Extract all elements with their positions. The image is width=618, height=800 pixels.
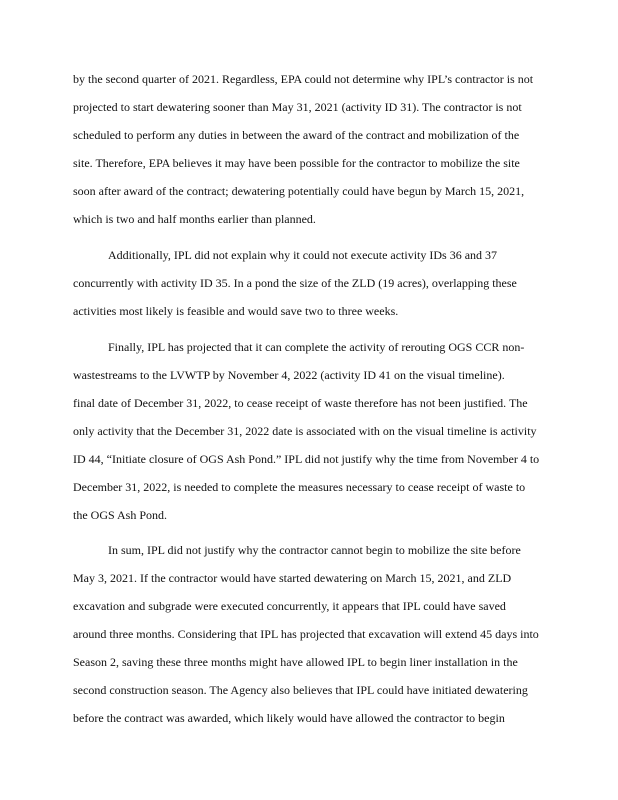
text-line: the OGS Ash Pond. [73, 508, 168, 522]
text-line: activities most likely is feasible and would save two to three weeks. [73, 304, 399, 318]
text-line: around three months. Considering that IPL has projected that excavation will extend 45 days into [73, 627, 539, 641]
text-line: before the contract was awarded, which likely would have allowed the contractor to begin [73, 711, 505, 725]
text-line: ID 44, “Initiate closure of OGS Ash Pond.” IPL did not justify why the time from November 4 to [73, 452, 540, 466]
text-line: Additionally, IPL did not explain why it could not execute activity IDs 36 and 37 [108, 248, 498, 262]
text-line: site. Therefore, EPA believes it may have been possible for the contractor to mobilize the site [73, 156, 520, 170]
text-line: Finally, IPL has projected that it can complete the activity of rerouting OGS CCR non- [108, 340, 525, 354]
text-line: soon after award of the contract; dewatering potentially could have begun by March 15, 2021, [73, 184, 525, 198]
text-line: by the second quarter of 2021. Regardless, EPA could not determine why IPL’s contractor is not [73, 72, 534, 86]
text-line: May 3, 2021. If the contractor would have started dewatering on March 15, 2021, and ZLD [73, 571, 512, 585]
text-line: scheduled to perform any duties in between the award of the contract and mobilization of the [73, 128, 520, 142]
text-line: projected to start dewatering sooner than May 31, 2021 (activity ID 31). The contractor is not [73, 100, 522, 114]
text-line: only activity that the December 31, 2022 date is associated with on the visual timeline is activity [73, 424, 537, 438]
text-line: concurrently with activity ID 35. In a pond the size of the ZLD (19 acres), overlapping these [73, 276, 517, 290]
text-line: wastestreams to the LVWTP by November 4, 2022 (activity ID 41 on the visual timeline). [73, 368, 505, 382]
text-line: Season 2, saving these three months might have allowed IPL to begin liner installation in the [73, 655, 518, 669]
text-line: In sum, IPL did not justify why the contractor cannot begin to mobilize the site before [108, 543, 521, 557]
text-line: excavation and subgrade were executed concurrently, it appears that IPL could have saved [73, 599, 506, 613]
text-line: final date of December 31, 2022, to cease receipt of waste therefore has not been justified. The [73, 396, 528, 410]
text-line: second construction season. The Agency also believes that IPL could have initiated dewatering [73, 683, 528, 697]
text-line: December 31, 2022, is needed to complete the measures necessary to cease receipt of waste to [73, 480, 526, 494]
text-line: which is two and half months earlier than planned. [73, 212, 316, 226]
